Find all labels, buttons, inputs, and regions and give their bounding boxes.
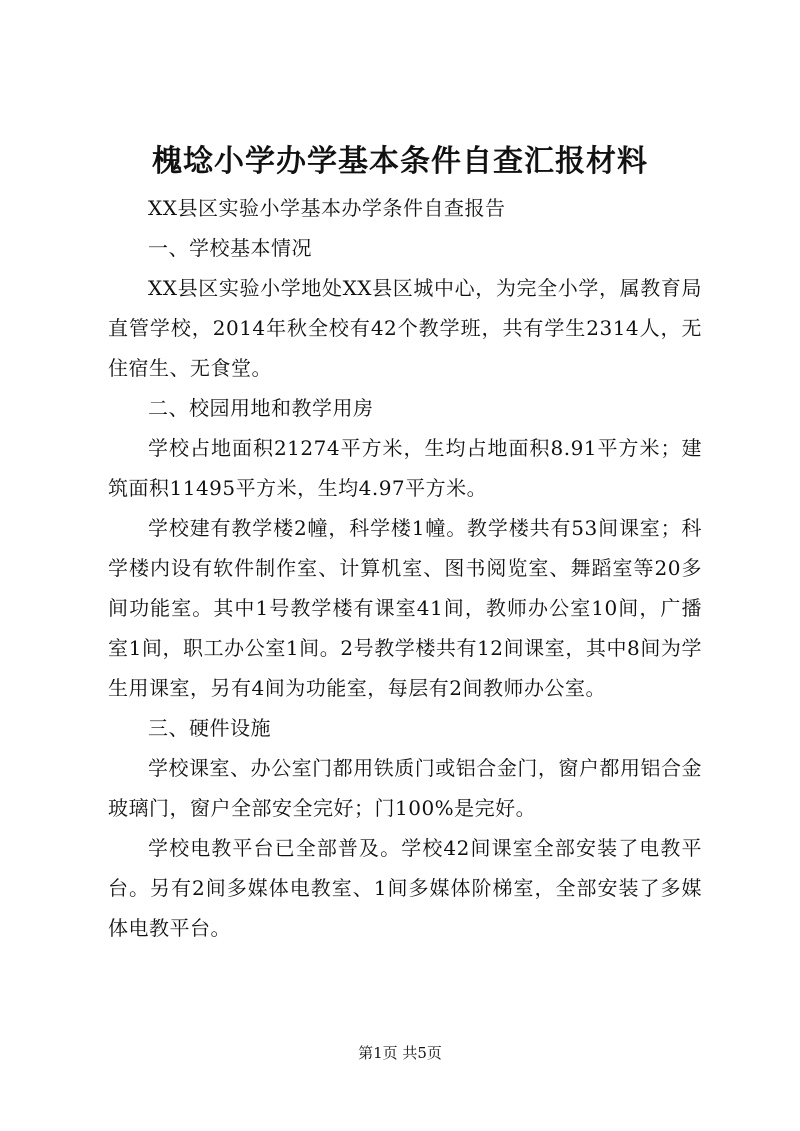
paragraph-doors-windows: 学校课室、办公室门都用铁质门或铝合金门，窗户都用铝合金玻璃门，窗户全部安全完好；门100%是完好。 [108, 756, 702, 820]
paragraph-land-area: 学校占地面积21274平方米，生均占地面积8.91平方米；建筑面积11495平方米，生均4.97平方米。 [108, 436, 702, 500]
section-heading-land-buildings: 二、校园用地和教学用房 [148, 396, 374, 420]
document-body [108, 188, 702, 948]
paragraph-av-platforms: 学校电教平台已全部普及。学校42间课室全部安装了电教平台。另有2间多媒体电教室、1间多媒体阶梯室，全部安装了多媒体电教平台。 [108, 836, 702, 940]
page-number-footer: 第1页 共5页 [358, 1044, 442, 1062]
paragraph-buildings: 学校建有教学楼2幢，科学楼1幢。教学楼共有53间课室；科学楼内设有软件制作室、计算机室、图书阅览室、舞蹈室等20多间功能室。其中1号教学楼有课室41间，教师办公室10间，广播室1间，职工办公室1间。2号教学楼共有12间课室，其中8间为学生用课室，另有4间为功能室，每层有2间教师办公室。 [108, 516, 702, 700]
section-heading-basic-info: 一、学校基本情况 [148, 236, 312, 260]
report-subtitle: XX县区实验小学基本办学条件自查报告 [148, 196, 506, 220]
document-title: 槐埝小学办学基本条件自查汇报材料 [152, 144, 648, 179]
section-heading-hardware: 三、硬件设施 [148, 716, 271, 740]
paragraph-basic-info: XX县区实验小学地处XX县区城中心，为完全小学，属教育局直管学校，2014年秋全校有42个教学班，共有学生2314人，无住宿生、无食堂。 [108, 276, 702, 380]
